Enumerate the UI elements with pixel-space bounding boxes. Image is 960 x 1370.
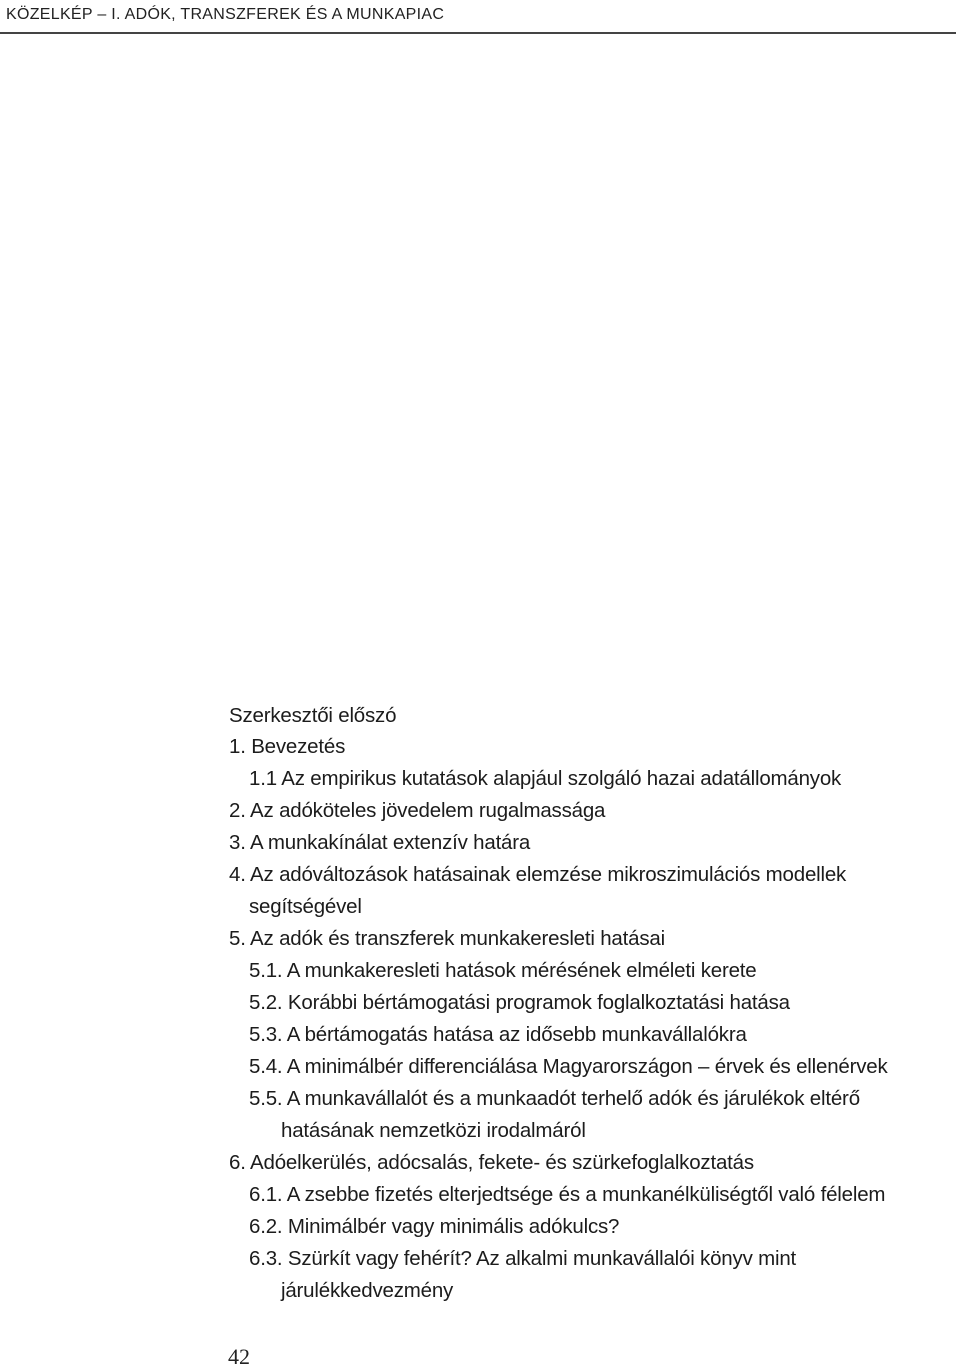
toc-entry-4-cont: segítségével <box>249 895 362 918</box>
toc-entry-1-1: 1.1 Az empirikus kutatások alapjául szolgáló hazai adatállományok <box>249 767 842 790</box>
toc-entry-6: 6. Adóelkerülés, adócsalás, fekete- és szürkefoglalkoztatás <box>229 1151 754 1174</box>
toc-entry-6-3: 6.3. Szürkít vagy fehérít? Az alkalmi munkavállalói könyv mint <box>249 1247 797 1270</box>
toc-entry-5-4: 5.4. A minimálbér differenciálása Magyarországon – érvek és ellenérvek <box>249 1055 888 1078</box>
toc-entry-6-1: 6.1. A zsebbe fizetés elterjedtsége és a munkanélküliségtől való félelem <box>249 1183 886 1206</box>
toc-entry-5-3: 5.3. A bértámogatás hatása az idősebb munkavállalókra <box>249 1023 747 1046</box>
page-number: 42 <box>228 1344 250 1369</box>
running-header: KÖZELKÉP – I. ADÓK, TRANSZFEREK ÉS A MUNKAPIAC <box>6 6 445 23</box>
toc-entry-3: 3. A munkakínálat extenzív határa <box>229 831 531 854</box>
toc-entry-foreword: Szerkesztői előszó <box>229 704 397 727</box>
toc-entry-2: 2. Az adóköteles jövedelem rugalmassága <box>229 799 606 822</box>
toc-entry-6-3-cont: járulékkedvezmény <box>281 1279 454 1302</box>
toc-entry-5-1: 5.1. A munkakeresleti hatások mérésének elméleti kerete <box>249 959 757 982</box>
toc-entry-5: 5. Az adók és transzferek munkakeresleti hatásai <box>229 927 665 950</box>
toc-entry-5-5-cont: hatásának nemzetközi irodalmáról <box>281 1119 586 1142</box>
toc-entry-5-2: 5.2. Korábbi bértámogatási programok foglalkoztatási hatása <box>249 991 790 1014</box>
header-rule <box>0 32 956 34</box>
toc-entry-6-2: 6.2. Minimálbér vagy minimális adókulcs? <box>249 1215 620 1238</box>
toc-entry-5-5: 5.5. A munkavállalót és a munkaadót terhelő adók és járulékok eltérő <box>249 1087 860 1110</box>
toc-entry-4: 4. Az adóváltozások hatásainak elemzése mikroszimulációs modellek <box>229 863 847 886</box>
toc-entry-1: 1. Bevezetés <box>229 735 346 758</box>
